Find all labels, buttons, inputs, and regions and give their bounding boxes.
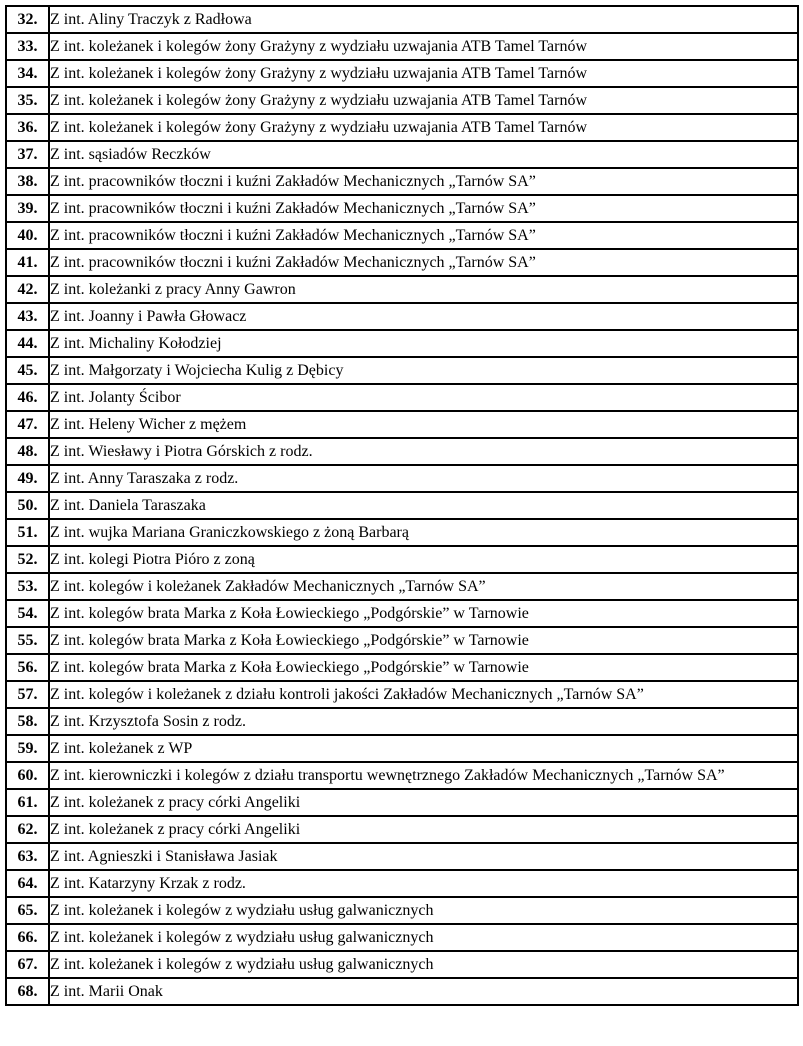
row-text: Z int. Anny Taraszaka z rodz. <box>49 465 798 492</box>
row-number: 55. <box>6 627 49 654</box>
table-row <box>6 357 798 384</box>
row-number: 61. <box>6 789 49 816</box>
row-text: Z int. Marii Onak <box>49 978 798 1005</box>
row-number: 50. <box>6 492 49 519</box>
row-number: 37. <box>6 141 49 168</box>
row-text: Z int. kolegów brata Marka z Koła Łowieckiego „Podgórskie” w Tarnowie <box>49 654 798 681</box>
table-row <box>6 168 798 195</box>
table-row <box>6 411 798 438</box>
row-text: Z int. Katarzyny Krzak z rodz. <box>49 870 798 897</box>
table-row <box>6 195 798 222</box>
table-row <box>6 303 798 330</box>
table-row <box>6 708 798 735</box>
row-text: Z int. pracowników tłoczni i kuźni Zakładów Mechanicznych „Tarnów SA” <box>49 168 798 195</box>
row-text: Z int. Wiesławy i Piotra Górskich z rodz. <box>49 438 798 465</box>
row-text: Z int. kolegi Piotra Pióro z zoną <box>49 546 798 573</box>
row-number: 41. <box>6 249 49 276</box>
row-number: 33. <box>6 33 49 60</box>
row-text: Z int. Agnieszki i Stanisława Jasiak <box>49 843 798 870</box>
row-text: Z int. koleżanek i kolegów żony Grażyny z wydziału uzwajania ATB Tamel Tarnów <box>49 114 798 141</box>
row-number: 44. <box>6 330 49 357</box>
table-row <box>6 519 798 546</box>
table-row <box>6 6 798 33</box>
table-row <box>6 33 798 60</box>
row-number: 49. <box>6 465 49 492</box>
row-text: Z int. koleżanek z pracy córki Angeliki <box>49 789 798 816</box>
row-text: Z int. kolegów brata Marka z Koła Łowieckiego „Podgórskie” w Tarnowie <box>49 600 798 627</box>
row-number: 45. <box>6 357 49 384</box>
row-text: Z int. koleżanek z WP <box>49 735 798 762</box>
table-row <box>6 492 798 519</box>
row-number: 66. <box>6 924 49 951</box>
row-number: 47. <box>6 411 49 438</box>
table-row <box>6 762 798 789</box>
row-number: 34. <box>6 60 49 87</box>
table-row <box>6 600 798 627</box>
table-row <box>6 735 798 762</box>
row-number: 60. <box>6 762 49 789</box>
table-row <box>6 546 798 573</box>
row-text: Z int. Daniela Taraszaka <box>49 492 798 519</box>
row-number: 65. <box>6 897 49 924</box>
row-text: Z int. kolegów brata Marka z Koła Łowieckiego „Podgórskie” w Tarnowie <box>49 627 798 654</box>
table-row <box>6 816 798 843</box>
table-row <box>6 924 798 951</box>
row-text: Z int. kierowniczki i kolegów z działu transportu wewnętrznego Zakładów Mechanicznych „Tarnów SA” <box>49 762 798 789</box>
row-number: 58. <box>6 708 49 735</box>
row-text: Z int. pracowników tłoczni i kuźni Zakładów Mechanicznych „Tarnów SA” <box>49 249 798 276</box>
row-number: 48. <box>6 438 49 465</box>
row-text: Z int. kolegów i koleżanek Zakładów Mechanicznych „Tarnów SA” <box>49 573 798 600</box>
row-text: Z int. koleżanki z pracy Anny Gawron <box>49 276 798 303</box>
table-row <box>6 438 798 465</box>
intentions-table <box>5 5 799 1006</box>
row-text: Z int. koleżanek i kolegów z wydziału usług galwanicznych <box>49 897 798 924</box>
row-text: Z int. sąsiadów Reczków <box>49 141 798 168</box>
row-number: 46. <box>6 384 49 411</box>
row-text: Z int. wujka Mariana Graniczkowskiego z żoną Barbarą <box>49 519 798 546</box>
row-text: Z int. koleżanek i kolegów żony Grażyny z wydziału uzwajania ATB Tamel Tarnów <box>49 87 798 114</box>
table-row <box>6 222 798 249</box>
table-row <box>6 627 798 654</box>
row-text: Z int. koleżanek i kolegów żony Grażyny z wydziału uzwajania ATB Tamel Tarnów <box>49 60 798 87</box>
row-text: Z int. pracowników tłoczni i kuźni Zakładów Mechanicznych „Tarnów SA” <box>49 195 798 222</box>
table-row <box>6 681 798 708</box>
table-row <box>6 384 798 411</box>
table-row <box>6 141 798 168</box>
row-text: Z int. Heleny Wicher z mężem <box>49 411 798 438</box>
row-text: Z int. Krzysztofa Sosin z rodz. <box>49 708 798 735</box>
row-number: 38. <box>6 168 49 195</box>
table-row <box>6 573 798 600</box>
table-row <box>6 978 798 1005</box>
table-row <box>6 951 798 978</box>
row-text: Z int. koleżanek z pracy córki Angeliki <box>49 816 798 843</box>
row-number: 63. <box>6 843 49 870</box>
row-number: 35. <box>6 87 49 114</box>
row-number: 56. <box>6 654 49 681</box>
row-number: 40. <box>6 222 49 249</box>
row-text: Z int. pracowników tłoczni i kuźni Zakładów Mechanicznych „Tarnów SA” <box>49 222 798 249</box>
row-text: Z int. koleżanek i kolegów z wydziału usług galwanicznych <box>49 951 798 978</box>
row-number: 42. <box>6 276 49 303</box>
table-row <box>6 843 798 870</box>
row-text: Z int. Joanny i Pawła Głowacz <box>49 303 798 330</box>
row-number: 51. <box>6 519 49 546</box>
row-number: 54. <box>6 600 49 627</box>
table-row <box>6 87 798 114</box>
table-row <box>6 789 798 816</box>
row-number: 62. <box>6 816 49 843</box>
row-number: 57. <box>6 681 49 708</box>
table-row <box>6 465 798 492</box>
row-text: Z int. Aliny Traczyk z Radłowa <box>49 6 798 33</box>
row-number: 52. <box>6 546 49 573</box>
row-text: Z int. koleżanek i kolegów z wydziału usług galwanicznych <box>49 924 798 951</box>
row-text: Z int. Jolanty Ścibor <box>49 384 798 411</box>
table-row <box>6 276 798 303</box>
table-row <box>6 114 798 141</box>
table-row <box>6 249 798 276</box>
row-number: 32. <box>6 6 49 33</box>
row-number: 39. <box>6 195 49 222</box>
row-text: Z int. kolegów i koleżanek z działu kontroli jakości Zakładów Mechanicznych „Tarnów SA” <box>49 681 798 708</box>
table-row <box>6 330 798 357</box>
row-number: 36. <box>6 114 49 141</box>
row-number: 59. <box>6 735 49 762</box>
table-row <box>6 897 798 924</box>
row-text: Z int. koleżanek i kolegów żony Grażyny z wydziału uzwajania ATB Tamel Tarnów <box>49 33 798 60</box>
row-number: 64. <box>6 870 49 897</box>
row-number: 68. <box>6 978 49 1005</box>
row-number: 43. <box>6 303 49 330</box>
intentions-table-body <box>6 6 798 1005</box>
row-text: Z int. Michaliny Kołodziej <box>49 330 798 357</box>
row-number: 67. <box>6 951 49 978</box>
table-row <box>6 654 798 681</box>
table-row <box>6 60 798 87</box>
row-text: Z int. Małgorzaty i Wojciecha Kulig z Dębicy <box>49 357 798 384</box>
row-number: 53. <box>6 573 49 600</box>
table-row <box>6 870 798 897</box>
